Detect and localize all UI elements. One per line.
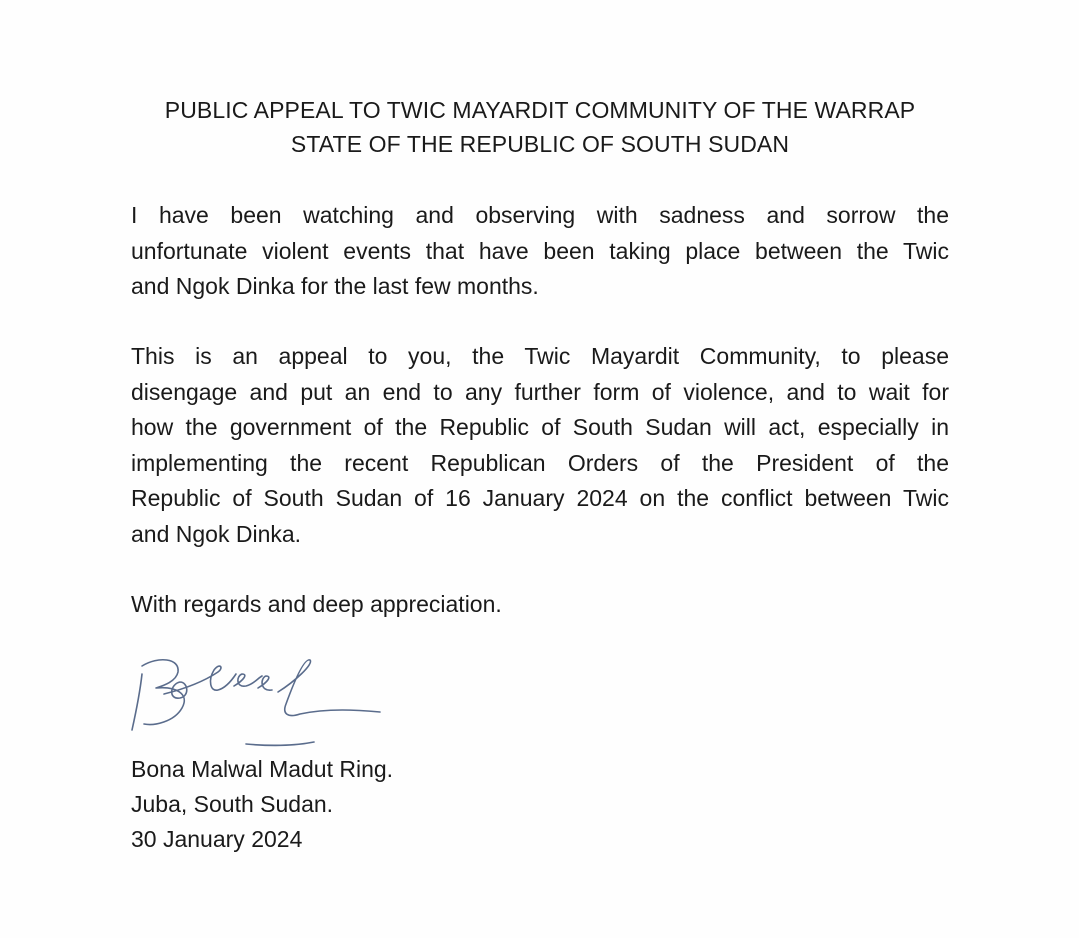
signatory-date: 30 January 2024	[131, 826, 303, 852]
signatory-place: Juba, South Sudan.	[131, 791, 334, 817]
paragraph-line: unfortunate violent events that have been taking place between the Twic	[131, 237, 949, 264]
paragraph-appeal	[131, 339, 949, 552]
title-line: STATE OF THE REPUBLIC OF SOUTH SUDAN	[290, 131, 790, 157]
title-line: PUBLIC APPEAL TO TWIC MAYARDIT COMMUNITY OF THE WARRAP	[164, 97, 916, 123]
paragraph-line: and Ngok Dinka.	[131, 520, 302, 547]
paragraph-line: implementing the recent Republican Orders of the President of the	[131, 449, 949, 476]
paragraph-observation	[131, 198, 949, 305]
paragraph-line: and Ngok Dinka for the last few months.	[131, 273, 539, 299]
paragraph-line: disengage and put an end to any further form of violence, and to wait for	[131, 378, 949, 405]
paragraph-line: I have been watching and observing with sadness and sorrow the	[131, 202, 949, 228]
signatory-block	[131, 752, 393, 857]
letter-title	[100, 93, 980, 161]
closing-line: With regards and deep appreciation.	[131, 591, 502, 617]
handwritten-signature	[118, 652, 398, 762]
paragraph-line: Republic of South Sudan of 16 January 2024 on the conflict between Twic	[131, 485, 949, 511]
paragraph-line: how the government of the Republic of South Sudan will act, especially in	[131, 414, 949, 440]
signatory-name: Bona Malwal Madut Ring.	[131, 756, 394, 782]
paragraph-line: This is an appeal to you, the Twic Mayardit Community, to please	[131, 343, 949, 369]
